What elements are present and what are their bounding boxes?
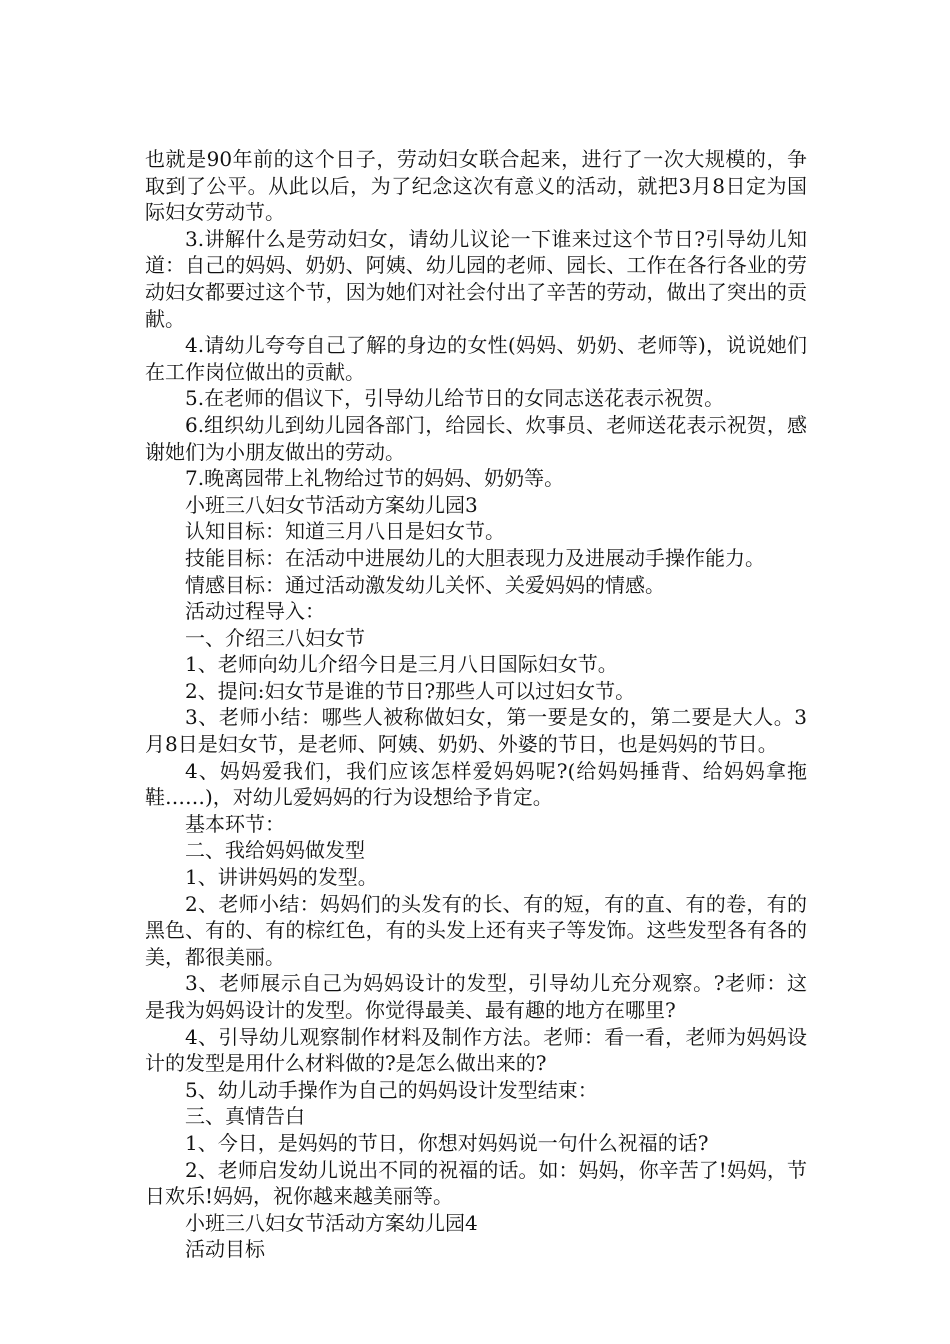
subsection-heading: 三、真情告白 — [185, 1104, 305, 1129]
paragraph: 4、引导幼儿观察制作材料及制作方法。老师：看一看，老师为妈妈设计的发型是用什么材料做的?是怎么做出来的? — [145, 1024, 807, 1076]
paragraph: 4.请幼儿夸夸自己了解的身边的女性(妈妈、奶奶、老师等)，说说她们在工作岗位做出的贡献。 — [145, 333, 807, 384]
paragraph: 5.在老师的倡议下，引导幼儿给节日的女同志送花表示祝贺。 — [185, 386, 725, 411]
paragraph: 1、老师向幼儿介绍今日是三月八日国际妇女节。 — [185, 652, 618, 677]
paragraph: 2、提问:妇女节是谁的节日?那些人可以过妇女节。 — [185, 678, 636, 703]
paragraph: 3、老师小结：哪些人被称做妇女，第一要是女的，第二要是大人。3月8日是妇女节，是老师、阿姨、奶奶、外婆的节日，也是妈妈的节日。 — [145, 705, 807, 757]
paragraph: 活动目标 — [185, 1237, 265, 1262]
document-body — [145, 146, 807, 1263]
paragraph: 6.组织幼儿到幼儿园各部门，给园长、炊事员、老师送花表示祝贺，感谢她们为小朋友做出的劳动。 — [145, 412, 807, 464]
paragraph: 技能目标：在活动中进展幼儿的大胆表现力及进展动手操作能力。 — [185, 545, 765, 570]
paragraph: 情感目标：通过活动激发幼儿关怀、关爱妈妈的情感。 — [185, 572, 665, 597]
paragraph: 1、今日，是妈妈的节日，你想对妈妈说一句什么祝福的话? — [185, 1130, 709, 1155]
paragraph: 活动过程导入： — [185, 599, 325, 624]
subsection-heading: 二、我给妈妈做发型 — [185, 838, 365, 863]
paragraph: 4、妈妈爱我们，我们应该怎样爱妈妈呢?(给妈妈捶背、给妈妈拿拖鞋……)，对幼儿爱妈妈的行为设想给予肯定。 — [145, 758, 807, 810]
paragraph: 1、讲讲妈妈的发型。 — [185, 865, 378, 890]
paragraph: 5、幼儿动手操作为自己的妈妈设计发型结束： — [185, 1077, 598, 1102]
paragraph: 基本环节： — [185, 811, 285, 836]
paragraph: 3、老师展示自己为妈妈设计的发型，引导幼儿充分观察。?老师：这是我为妈妈设计的发型。你觉得最美、最有趣的地方在哪里? — [145, 971, 807, 1022]
paragraph: 7.晚离园带上礼物给过节的妈妈、奶奶等。 — [185, 466, 565, 491]
paragraph: 2、老师小结：妈妈们的头发有的长、有的短，有的直、有的卷，有的黑色、有的、有的棕红色，有的头发上还有夹子等发饰。这些发型各有各的美，都很美丽。 — [145, 891, 807, 969]
paragraph: 2、老师启发幼儿说出不同的祝福的话。如：妈妈，你辛苦了!妈妈，节日欢乐!妈妈，祝你越来越美丽等。 — [145, 1157, 807, 1209]
paragraph: 认知目标：知道三月八日是妇女节。 — [185, 519, 505, 544]
section-heading: 小班三八妇女节活动方案幼儿园3 — [185, 492, 478, 517]
paragraph: 3.讲解什么是劳动妇女，请幼儿议论一下谁来过这个节日?引导幼儿知道：自己的妈妈、奶奶、阿姨、幼儿园的老师、园长、工作在各行各业的劳动妇女都要过这个节，因为她们对社会付出了辛苦的劳动，做出了突出的贡献。 — [145, 226, 807, 331]
paragraph: 也就是90年前的这个日子，劳动妇女联合起来，进行了一次大规模的，争取到了公平。从此以后，为了纪念这次有意义的活动，就把3月8日定为国际妇女劳动节。 — [145, 147, 807, 225]
section-heading: 小班三八妇女节活动方案幼儿园4 — [185, 1210, 478, 1235]
subsection-heading: 一、介绍三八妇女节 — [185, 625, 365, 650]
